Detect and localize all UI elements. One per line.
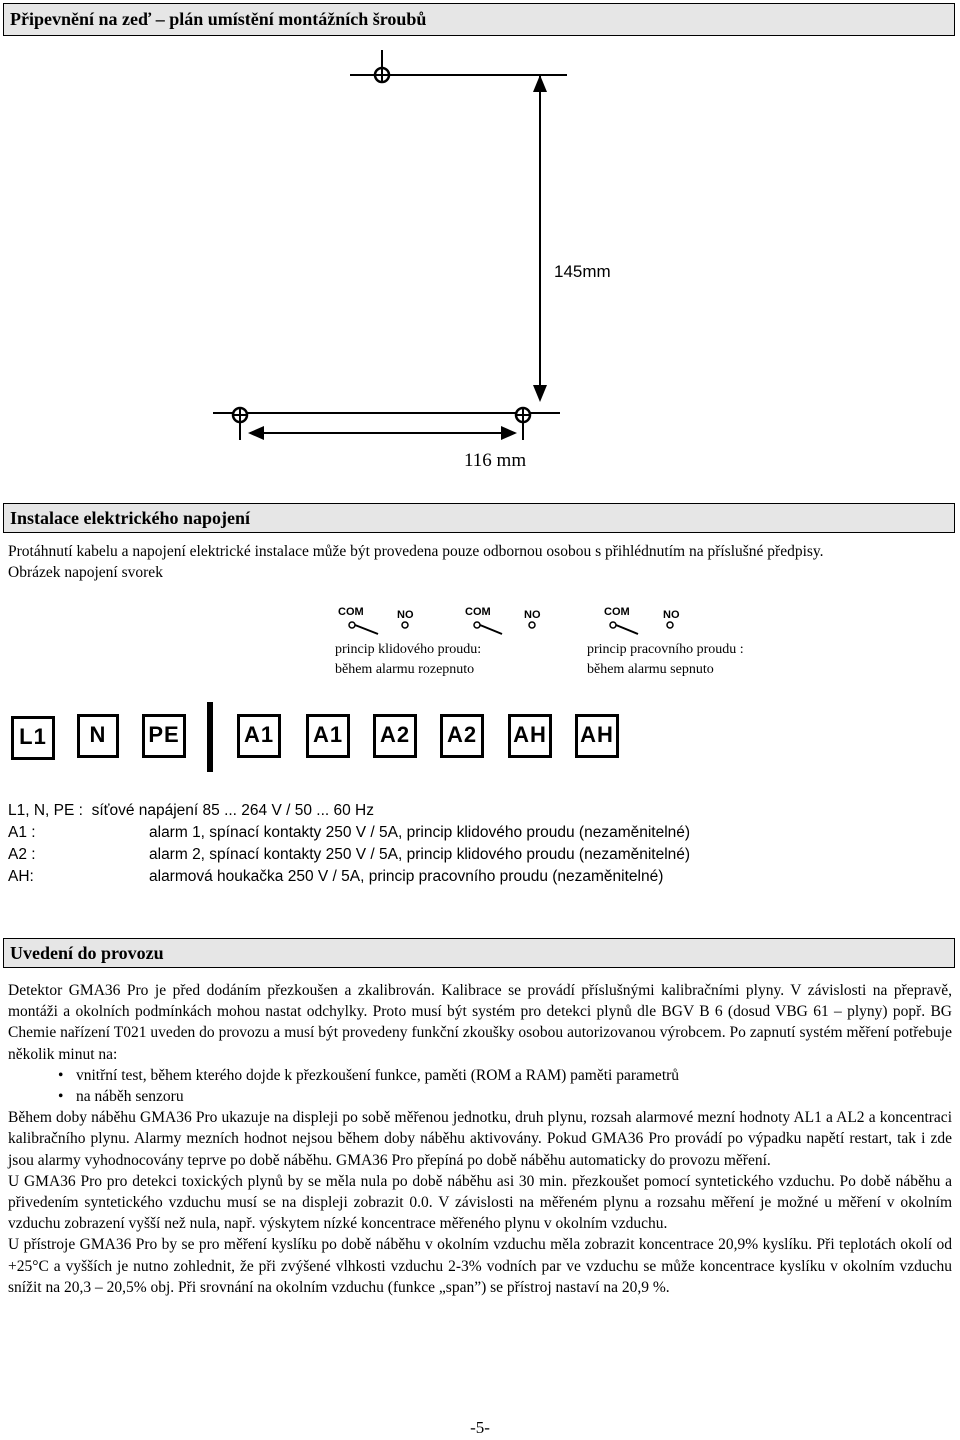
terminal-a1: A1	[306, 714, 350, 758]
paragraph: Detektor GMA36 Pro je před dodáním přezkoušen a zkalibrován. Kalibrace se provádí příslušnými kalibračními plyny. V závislosti na přepravě, montáži a okolních podmínkách mohou nastat odchylky. Proto musí být systém pro detekci plynů dle BGV B 6 (dosud VBG 61 – plyny) popř. BG Chemie nařízení T021 uveden do provozu a musí být provedeny funkční zkoušky osobou autorizovanou výrobcem. Po zapnutí systém měření potřebuje několik minut na:	[8, 982, 952, 1063]
bullet-item	[8, 1065, 952, 1086]
rest-line-2: během alarmu rozepnuto	[335, 662, 475, 677]
rest-line-1: princip klidového proudu:	[335, 642, 482, 657]
contact-rest-symbol-2	[474, 622, 535, 634]
section-header-commissioning	[3, 938, 955, 968]
bullet-icon: •	[58, 1066, 64, 1084]
paragraph: U přístroje GMA36 Pro by se pro měření kyslíku po době náběhu v okolním vzduchu měla zobrazit koncentrace 20,9% kyslíku. Při teplotách okolí od +25°C a vyšších je nutno zohlednit, že při zvýšené vlhkosti vzduchu 2-3% vodních par ve vzduchu se může koncentrace kyslíku v okolním vzduchu snížit na 20,3 – 20,5% obj. Při srovnání na okolním vzduchu (funkce „span”) se přístroj nastaví na 20,9 %.	[8, 1236, 952, 1296]
terminal-ah: AH	[575, 714, 619, 758]
terminal-legend	[8, 800, 948, 890]
contact-label-com: COM	[338, 606, 364, 618]
terminal-a1: A1	[237, 714, 281, 758]
legend-key: AH:	[8, 868, 34, 885]
legend-key: L1, N, PE :	[8, 802, 83, 819]
paragraph: U GMA36 Pro pro detekci toxických plynů by se měla nula po době náběhu asi 30 min. přezkoušet pomocí syntetického vzduchu. Po době náběhu a přivedením syntetického vzduchu musí se na displeji zobrazit 0.0. V závislosti na měřeném plynu a rozsahu měření je možné u měření v okolním vzduchu zobrazení vyšší než nula, např. výskytem nízké koncentrace měřeného plynu v okolním vzduchu.	[8, 1172, 952, 1233]
contact-label-no: NO	[663, 609, 680, 621]
mounting-diagram	[0, 40, 960, 480]
dimension-label-vertical: 145mm	[554, 262, 611, 281]
work-principle-caption	[587, 640, 744, 680]
contact-rest-symbol	[349, 622, 408, 634]
legend-value: alarmová houkačka 250 V / 5A, princip pracovního proudu (nezaměnitelné)	[149, 868, 664, 885]
legend-value: alarm 1, spínací kontakty 250 V / 5A, princip klidového proudu (nezaměnitelné)	[149, 824, 691, 841]
screw-hole-bottom-left	[233, 408, 247, 422]
paragraph: Během doby náběhu GMA36 Pro ukazuje na displeji po sobě měřenou jednotku, druh plynu, rozsah alarmové mezní hodnoty AL1 a AL2 a koncentraci kalibračního plynu. Alarmy mezních hodnot nejsou během doby náběhu aktivovány. Pokud GMA36 Pro provádí po výpadku napětí restart, tak i zde jsou alarmy vyhodnocovány teprve po době náběhu. GMA36 Pro přepíná po době náběhu automaticky do provozu měření.	[8, 1109, 952, 1169]
contact-label-no: NO	[397, 609, 414, 621]
terminal-a2: A2	[373, 714, 417, 758]
screw-hole-top	[375, 68, 389, 82]
contact-label-no: NO	[524, 609, 541, 621]
terminal-a2: A2	[440, 714, 484, 758]
terminal-strip	[9, 700, 629, 775]
section-title: Uvedení do provozu	[10, 943, 164, 963]
intro-text: Protáhnutí kabelu a napojení elektrické instalace může být provedena pouze odbornou osobou s přihlédnutím na příslušné předpisy.	[8, 543, 824, 560]
bullet-item	[8, 1086, 952, 1107]
contact-label-com: COM	[465, 606, 491, 618]
dimension-label-horizontal: 116 mm	[464, 450, 527, 471]
terminal-separator	[207, 702, 213, 772]
work-line-1: princip pracovního proudu :	[587, 642, 744, 657]
bullet-icon: •	[58, 1088, 64, 1106]
commissioning-body	[8, 980, 952, 1298]
page-number: -5-	[470, 1418, 490, 1437]
terminal-l1: L1	[11, 716, 55, 760]
terminal-n: N	[77, 714, 119, 758]
bullet-text: na náběh senzoru	[76, 1088, 184, 1106]
legend-key: A2 :	[8, 846, 36, 863]
contact-symbols	[330, 605, 700, 640]
legend-value: alarm 2, spínací kontakty 250 V / 5A, princip klidového proudu (nezaměnitelné)	[149, 846, 691, 863]
screw-hole-bottom-right	[516, 408, 530, 422]
work-line-2: během alarmu sepnuto	[587, 662, 714, 677]
legend-value: síťové napájení 85 ... 264 V / 50 ... 60 Hz	[91, 802, 374, 819]
terminal-ah: AH	[508, 714, 552, 758]
section-title: Instalace elektrického napojení	[10, 508, 250, 528]
figure-caption: Obrázek napojení svorek	[8, 564, 163, 582]
electrical-intro	[8, 541, 952, 583]
section-header-mounting	[3, 3, 955, 36]
rest-principle-caption	[335, 640, 481, 680]
bullet-text: vnitřní test, během kterého dojde k přezkoušení funkce, paměti (ROM a RAM) paměti parametrů	[76, 1066, 680, 1084]
legend-row	[8, 800, 374, 822]
legend-key: A1 :	[8, 824, 36, 841]
contact-label-com: COM	[604, 606, 630, 618]
section-title: Připevnění na zeď – plán umístění montážních šroubů	[10, 9, 427, 29]
section-header-electrical	[3, 503, 955, 533]
contact-work-symbol	[610, 622, 673, 634]
terminal-pe: PE	[142, 714, 186, 758]
